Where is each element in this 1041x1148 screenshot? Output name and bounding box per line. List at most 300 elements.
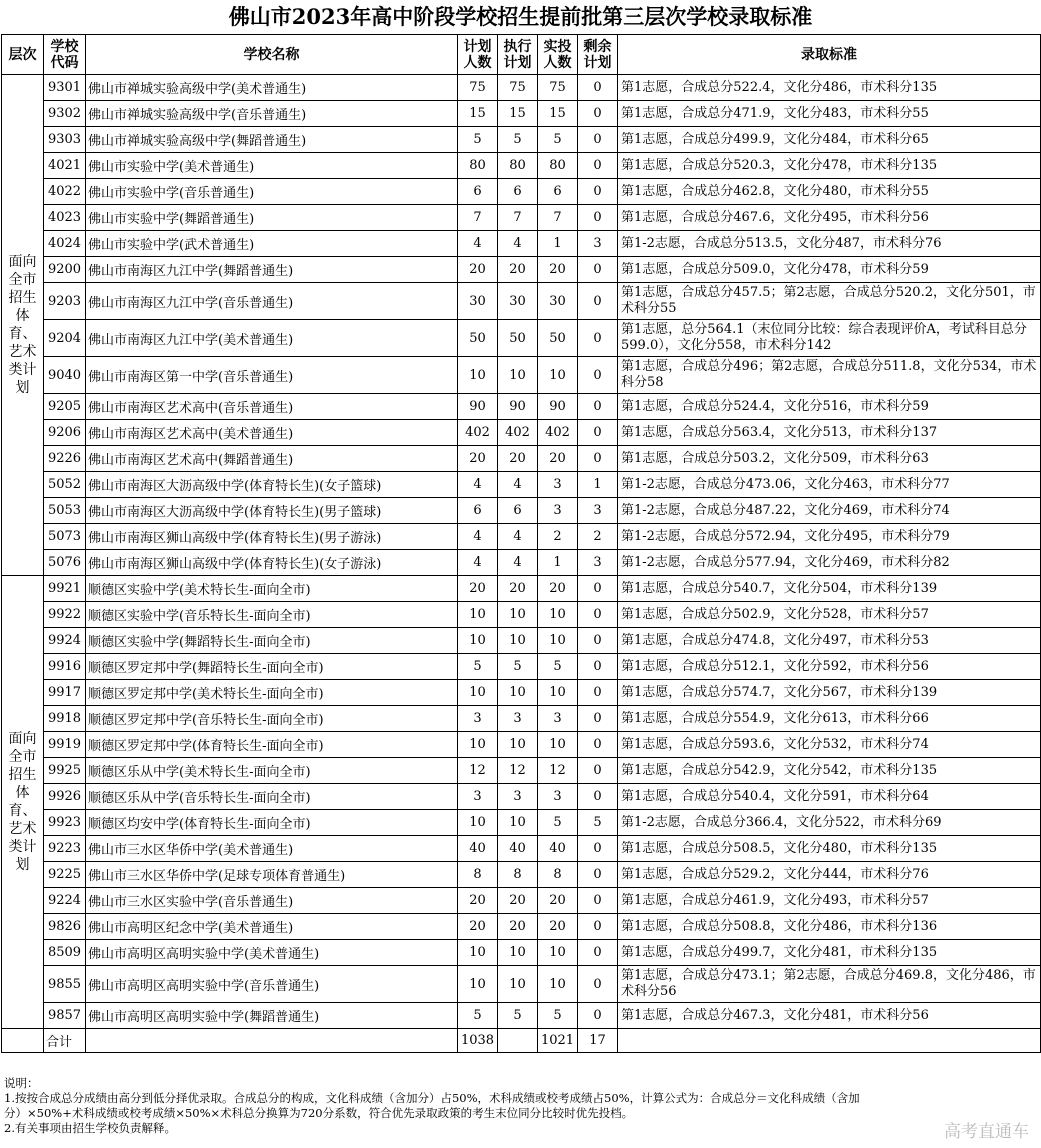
- actual-count-cell: 1: [538, 550, 578, 576]
- plan-count-cell: 4: [458, 472, 498, 498]
- plan-count-cell: 5: [458, 1003, 498, 1029]
- header-remain: 剩余计划: [578, 35, 618, 75]
- remain-plan-cell: 0: [578, 446, 618, 472]
- plan-count-cell: 10: [458, 680, 498, 706]
- table-row: [2, 101, 1041, 127]
- school-code-cell: 9225: [44, 862, 86, 888]
- criteria-cell: 第1志愿，合成总分574.7，文化分567，市术科分139: [618, 680, 1041, 706]
- plan-count-cell: 4: [458, 524, 498, 550]
- exec-plan-cell: 6: [498, 498, 538, 524]
- criteria-cell: 第1志愿，合成总分502.9，文化分528，市术科分57: [618, 602, 1041, 628]
- exec-plan-cell: 10: [498, 732, 538, 758]
- notes: [4, 1076, 1039, 1136]
- criteria-cell: 第1-2志愿，合成总分366.4，文化分522，市术科分69: [618, 810, 1041, 836]
- school-code-cell: 9925: [44, 758, 86, 784]
- exec-plan-cell: 20: [498, 576, 538, 602]
- remain-plan-cell: 5: [578, 810, 618, 836]
- table-row: [2, 498, 1041, 524]
- remain-plan-cell: 0: [578, 320, 618, 357]
- plan-count-cell: 10: [458, 628, 498, 654]
- school-code-cell: 9919: [44, 732, 86, 758]
- school-code-cell: 9200: [44, 257, 86, 283]
- total-blank-cell: [2, 1029, 44, 1053]
- exec-plan-cell: 7: [498, 205, 538, 231]
- table-row: [2, 680, 1041, 706]
- plan-count-cell: 20: [458, 576, 498, 602]
- table-row: [2, 888, 1041, 914]
- school-name-cell: 佛山市南海区大沥高级中学(体育特长生)(女子篮球): [86, 472, 458, 498]
- plan-count-cell: 4: [458, 550, 498, 576]
- actual-count-cell: 30: [538, 283, 578, 320]
- school-name-cell: 佛山市高明区高明实验中学(美术普通生): [86, 940, 458, 966]
- remain-plan-cell: 0: [578, 1003, 618, 1029]
- actual-count-cell: 20: [538, 446, 578, 472]
- criteria-cell: 第1-2志愿，合成总分473.06，文化分463，市术科分77: [618, 472, 1041, 498]
- remain-plan-cell: 0: [578, 602, 618, 628]
- exec-plan-cell: 10: [498, 628, 538, 654]
- table-row: [2, 127, 1041, 153]
- actual-count-cell: 10: [538, 628, 578, 654]
- exec-plan-cell: 4: [498, 524, 538, 550]
- criteria-cell: 第1-2志愿，合成总分577.94，文化分469，市术科分82: [618, 550, 1041, 576]
- school-name-cell: 佛山市南海区艺术高中(美术普通生): [86, 420, 458, 446]
- plan-count-cell: 3: [458, 784, 498, 810]
- table-row: [2, 257, 1041, 283]
- plan-count-cell: 10: [458, 940, 498, 966]
- table-row: [2, 810, 1041, 836]
- school-name-cell: 顺德区罗定邦中学(舞蹈特长生-面向全市): [86, 654, 458, 680]
- table-row: [2, 1003, 1041, 1029]
- exec-plan-cell: 90: [498, 394, 538, 420]
- remain-plan-cell: 0: [578, 758, 618, 784]
- criteria-cell: 第1志愿，合成总分467.6，文化分495，市术科分56: [618, 205, 1041, 231]
- plan-count-cell: 50: [458, 320, 498, 357]
- school-code-cell: 9926: [44, 784, 86, 810]
- criteria-cell: 第1-2志愿，合成总分487.22，文化分469，市术科分74: [618, 498, 1041, 524]
- notes-line: 1.按按合成总分成绩由高分到低分择优录取。合成总分的构成，文化科成绩（含加分）占50%，术科成绩或校考成绩占50%，计算公式为：合成总分＝文化科成绩（含加: [4, 1091, 860, 1105]
- remain-plan-cell: 3: [578, 231, 618, 257]
- actual-count-cell: 3: [538, 472, 578, 498]
- plan-count-cell: 5: [458, 654, 498, 680]
- criteria-cell: 第1志愿，合成总分508.8，文化分486，市术科分136: [618, 914, 1041, 940]
- plan-count-cell: 402: [458, 420, 498, 446]
- criteria-cell: 第1志愿，合成总分508.5，文化分480，市术科分135: [618, 836, 1041, 862]
- plan-count-cell: 10: [458, 810, 498, 836]
- table-row: [2, 205, 1041, 231]
- criteria-cell: 第1志愿，合成总分509.0，文化分478，市术科分59: [618, 257, 1041, 283]
- school-name-cell: 佛山市南海区艺术高中(音乐普通生): [86, 394, 458, 420]
- actual-count-cell: 3: [538, 498, 578, 524]
- criteria-cell: 第1志愿，合成总分540.7，文化分504，市术科分139: [618, 576, 1041, 602]
- actual-count-cell: 3: [538, 784, 578, 810]
- plan-count-cell: 8: [458, 862, 498, 888]
- school-code-cell: 9826: [44, 914, 86, 940]
- school-name-cell: 佛山市三水区实验中学(音乐普通生): [86, 888, 458, 914]
- table-row: [2, 914, 1041, 940]
- remain-plan-cell: 0: [578, 394, 618, 420]
- criteria-cell: 第1志愿，合成总分542.9，文化分542，市术科分135: [618, 758, 1041, 784]
- actual-count-cell: 10: [538, 966, 578, 1003]
- criteria-cell: 第1志愿，合成总分474.8，文化分497，市术科分53: [618, 628, 1041, 654]
- school-code-cell: 5052: [44, 472, 86, 498]
- actual-count-cell: 20: [538, 914, 578, 940]
- school-code-cell: 9857: [44, 1003, 86, 1029]
- exec-plan-cell: 4: [498, 472, 538, 498]
- table-row: [2, 784, 1041, 810]
- actual-count-cell: 3: [538, 706, 578, 732]
- plan-count-cell: 5: [458, 127, 498, 153]
- table-row: [2, 283, 1041, 320]
- plan-count-cell: 10: [458, 732, 498, 758]
- school-name-cell: 佛山市禅城实验高级中学(音乐普通生): [86, 101, 458, 127]
- school-name-cell: 佛山市高明区高明实验中学(舞蹈普通生): [86, 1003, 458, 1029]
- actual-count-cell: 20: [538, 888, 578, 914]
- remain-plan-cell: 0: [578, 357, 618, 394]
- exec-plan-cell: 20: [498, 257, 538, 283]
- exec-plan-cell: 50: [498, 320, 538, 357]
- criteria-cell: 第1-2志愿，合成总分572.94，文化分495，市术科分79: [618, 524, 1041, 550]
- school-code-cell: 9855: [44, 966, 86, 1003]
- criteria-cell: 第1-2志愿，合成总分513.5，文化分487，市术科分76: [618, 231, 1041, 257]
- table-row: [2, 231, 1041, 257]
- table-row: [2, 320, 1041, 357]
- school-name-cell: 佛山市高明区纪念中学(美术普通生): [86, 914, 458, 940]
- actual-count-cell: 8: [538, 862, 578, 888]
- school-code-cell: 4024: [44, 231, 86, 257]
- actual-count-cell: 20: [538, 576, 578, 602]
- plan-count-cell: 20: [458, 888, 498, 914]
- actual-count-cell: 10: [538, 602, 578, 628]
- criteria-cell: 第1志愿，合成总分461.9，文化分493，市术科分57: [618, 888, 1041, 914]
- actual-count-cell: 10: [538, 680, 578, 706]
- remain-plan-cell: 0: [578, 75, 618, 101]
- remain-plan-cell: 0: [578, 127, 618, 153]
- plan-count-cell: 10: [458, 966, 498, 1003]
- exec-plan-cell: 40: [498, 836, 538, 862]
- school-code-cell: 4022: [44, 179, 86, 205]
- plan-count-cell: 10: [458, 357, 498, 394]
- exec-plan-cell: 12: [498, 758, 538, 784]
- plan-count-cell: 80: [458, 153, 498, 179]
- remain-plan-cell: 0: [578, 101, 618, 127]
- school-name-cell: 佛山市南海区狮山高级中学(体育特长生)(女子游泳): [86, 550, 458, 576]
- school-code-cell: 9916: [44, 654, 86, 680]
- plan-count-cell: 4: [458, 231, 498, 257]
- exec-plan-cell: 20: [498, 446, 538, 472]
- exec-plan-cell: 10: [498, 966, 538, 1003]
- remain-plan-cell: 0: [578, 153, 618, 179]
- table-body: [2, 75, 1041, 1053]
- table-row: [2, 75, 1041, 101]
- plan-count-cell: 30: [458, 283, 498, 320]
- remain-plan-cell: 2: [578, 524, 618, 550]
- school-name-cell: 顺德区乐从中学(美术特长生-面向全市): [86, 758, 458, 784]
- remain-plan-cell: 0: [578, 628, 618, 654]
- criteria-cell: 第1志愿，合成总分563.4，文化分513，市术科分137: [618, 420, 1041, 446]
- header-row: [2, 35, 1041, 75]
- plan-count-cell: 90: [458, 394, 498, 420]
- exec-plan-cell: 20: [498, 914, 538, 940]
- school-code-cell: 9302: [44, 101, 86, 127]
- school-name-cell: 顺德区罗定邦中学(体育特长生-面向全市): [86, 732, 458, 758]
- table-row: [2, 966, 1041, 1003]
- header-plan: 计划人数: [458, 35, 498, 75]
- criteria-cell: 第1志愿，合成总分512.1，文化分592，市术科分56: [618, 654, 1041, 680]
- admission-table: [1, 34, 1041, 1053]
- header-actual: 实投人数: [538, 35, 578, 75]
- school-name-cell: 佛山市三水区华侨中学(足球专项体育普通生): [86, 862, 458, 888]
- school-code-cell: 9921: [44, 576, 86, 602]
- remain-plan-cell: 0: [578, 732, 618, 758]
- actual-count-cell: 20: [538, 257, 578, 283]
- school-name-cell: 佛山市禅城实验高级中学(舞蹈普通生): [86, 127, 458, 153]
- school-code-cell: 5053: [44, 498, 86, 524]
- actual-count-cell: 90: [538, 394, 578, 420]
- remain-plan-cell: 0: [578, 283, 618, 320]
- exec-plan-cell: 4: [498, 231, 538, 257]
- table-row: [2, 420, 1041, 446]
- criteria-cell: 第1志愿，合成总分529.2，文化分444，市术科分76: [618, 862, 1041, 888]
- actual-count-cell: 1: [538, 231, 578, 257]
- school-code-cell: 8509: [44, 940, 86, 966]
- actual-count-cell: 6: [538, 179, 578, 205]
- criteria-cell: 第1志愿，总分564.1（末位同分比较：综合表现评价A，考试科目总分599.0），文化分558，市术科分142: [618, 320, 1041, 357]
- criteria-cell: 第1志愿，合成总分462.8，文化分480，市术科分55: [618, 179, 1041, 205]
- actual-count-cell: 12: [538, 758, 578, 784]
- school-code-cell: 9924: [44, 628, 86, 654]
- notes-heading: 说明：: [4, 1076, 39, 1090]
- plan-count-cell: 20: [458, 257, 498, 283]
- criteria-cell: 第1志愿，合成总分467.3，文化分481，市术科分56: [618, 1003, 1041, 1029]
- total-actual-cell: 1021: [538, 1029, 578, 1053]
- exec-plan-cell: 10: [498, 810, 538, 836]
- header-level: 层次: [2, 35, 44, 75]
- remain-plan-cell: 0: [578, 205, 618, 231]
- criteria-cell: 第1志愿，合成总分503.2，文化分509，市术科分63: [618, 446, 1041, 472]
- actual-count-cell: 40: [538, 836, 578, 862]
- page-title: 佛山市2023年高中阶段学校招生提前批第三层次学校录取标准: [228, 4, 813, 29]
- watermark-text: 高考直通车: [944, 1122, 1029, 1142]
- criteria-cell: 第1志愿，合成总分554.9，文化分613，市术科分66: [618, 706, 1041, 732]
- criteria-cell: 第1志愿，合成总分473.1；第2志愿，合成总分469.8，文化分486，市术科分56: [618, 966, 1041, 1003]
- school-code-cell: 9205: [44, 394, 86, 420]
- remain-plan-cell: 0: [578, 706, 618, 732]
- remain-plan-cell: 0: [578, 420, 618, 446]
- school-name-cell: 佛山市南海区九江中学(美术普通生): [86, 320, 458, 357]
- plan-count-cell: 40: [458, 836, 498, 862]
- remain-plan-cell: 0: [578, 862, 618, 888]
- school-name-cell: 佛山市禅城实验高级中学(美术普通生): [86, 75, 458, 101]
- remain-plan-cell: 0: [578, 257, 618, 283]
- school-name-cell: 佛山市实验中学(美术普通生): [86, 153, 458, 179]
- plan-count-cell: 15: [458, 101, 498, 127]
- table-row: [2, 706, 1041, 732]
- school-name-cell: 佛山市南海区大沥高级中学(体育特长生)(男子篮球): [86, 498, 458, 524]
- school-code-cell: 5076: [44, 550, 86, 576]
- total-label-cell: 合计: [44, 1029, 86, 1053]
- table-row: [2, 550, 1041, 576]
- school-code-cell: 4021: [44, 153, 86, 179]
- school-name-cell: 佛山市南海区九江中学(音乐普通生): [86, 283, 458, 320]
- school-code-cell: 9923: [44, 810, 86, 836]
- exec-plan-cell: 5: [498, 1003, 538, 1029]
- school-name-cell: 顺德区罗定邦中学(美术特长生-面向全市): [86, 680, 458, 706]
- school-name-cell: 佛山市三水区华侨中学(美术普通生): [86, 836, 458, 862]
- school-name-cell: 佛山市实验中学(音乐普通生): [86, 179, 458, 205]
- school-name-cell: 顺德区实验中学(舞蹈特长生-面向全市): [86, 628, 458, 654]
- criteria-cell: 第1志愿，合成总分496；第2志愿，合成总分511.8，文化分534，市术科分58: [618, 357, 1041, 394]
- criteria-cell: 第1志愿，合成总分524.4，文化分516，市术科分59: [618, 394, 1041, 420]
- table-row: [2, 940, 1041, 966]
- total-row: [2, 1029, 1041, 1053]
- remain-plan-cell: 0: [578, 966, 618, 1003]
- remain-plan-cell: 0: [578, 784, 618, 810]
- table-row: [2, 153, 1041, 179]
- table-row: [2, 758, 1041, 784]
- table-row: [2, 836, 1041, 862]
- remain-plan-cell: 0: [578, 179, 618, 205]
- school-code-cell: 4023: [44, 205, 86, 231]
- actual-count-cell: 5: [538, 1003, 578, 1029]
- table-row: [2, 446, 1041, 472]
- exec-plan-cell: 8: [498, 862, 538, 888]
- school-name-cell: 佛山市南海区第一中学(音乐普通生): [86, 357, 458, 394]
- school-code-cell: 9223: [44, 836, 86, 862]
- header-code: 学校代码: [44, 35, 86, 75]
- header-exec: 执行计划: [498, 35, 538, 75]
- actual-count-cell: 5: [538, 654, 578, 680]
- school-name-cell: 佛山市实验中学(舞蹈普通生): [86, 205, 458, 231]
- criteria-cell: 第1志愿，合成总分520.3，文化分478，市术科分135: [618, 153, 1041, 179]
- school-name-cell: 顺德区罗定邦中学(音乐特长生-面向全市): [86, 706, 458, 732]
- school-code-cell: 9203: [44, 283, 86, 320]
- actual-count-cell: 15: [538, 101, 578, 127]
- total-blank-cell: [618, 1029, 1041, 1053]
- actual-count-cell: 75: [538, 75, 578, 101]
- exec-plan-cell: 20: [498, 888, 538, 914]
- remain-plan-cell: 0: [578, 836, 618, 862]
- exec-plan-cell: 3: [498, 706, 538, 732]
- school-name-cell: 顺德区均安中学(体育特长生-面向全市): [86, 810, 458, 836]
- criteria-cell: 第1志愿，合成总分499.7，文化分481，市术科分135: [618, 940, 1041, 966]
- criteria-cell: 第1志愿，合成总分593.6，文化分532，市术科分74: [618, 732, 1041, 758]
- criteria-cell: 第1志愿，合成总分471.9，文化分483，市术科分55: [618, 101, 1041, 127]
- table-row: [2, 524, 1041, 550]
- actual-count-cell: 5: [538, 127, 578, 153]
- school-code-cell: 9040: [44, 357, 86, 394]
- school-code-cell: 9226: [44, 446, 86, 472]
- school-code-cell: 9922: [44, 602, 86, 628]
- actual-count-cell: 402: [538, 420, 578, 446]
- table-row: [2, 628, 1041, 654]
- actual-count-cell: 2: [538, 524, 578, 550]
- exec-plan-cell: 6: [498, 179, 538, 205]
- plan-count-cell: 20: [458, 446, 498, 472]
- plan-count-cell: 12: [458, 758, 498, 784]
- exec-plan-cell: 10: [498, 940, 538, 966]
- notes-line: 2.有关事项由招生学校负责解释。: [4, 1121, 176, 1135]
- category-cell: 面向全市招生体育、艺术类计划: [2, 75, 44, 576]
- plan-count-cell: 75: [458, 75, 498, 101]
- school-name-cell: 佛山市南海区艺术高中(舞蹈普通生): [86, 446, 458, 472]
- criteria-cell: 第1志愿，合成总分499.9，文化分484，市术科分65: [618, 127, 1041, 153]
- exec-plan-cell: 3: [498, 784, 538, 810]
- school-code-cell: 9206: [44, 420, 86, 446]
- remain-plan-cell: 1: [578, 472, 618, 498]
- exec-plan-cell: 5: [498, 654, 538, 680]
- total-exec-cell: [498, 1029, 538, 1053]
- school-name-cell: 顺德区乐从中学(音乐特长生-面向全市): [86, 784, 458, 810]
- plan-count-cell: 7: [458, 205, 498, 231]
- total-plan-cell: 1038: [458, 1029, 498, 1053]
- exec-plan-cell: 10: [498, 357, 538, 394]
- remain-plan-cell: 0: [578, 940, 618, 966]
- exec-plan-cell: 80: [498, 153, 538, 179]
- exec-plan-cell: 75: [498, 75, 538, 101]
- school-name-cell: 佛山市实验中学(武术普通生): [86, 231, 458, 257]
- table-row: [2, 179, 1041, 205]
- actual-count-cell: 5: [538, 810, 578, 836]
- category-cell: 面向全市招生体育、艺术类计划: [2, 576, 44, 1029]
- table-row: [2, 862, 1041, 888]
- plan-count-cell: 10: [458, 602, 498, 628]
- table-row: [2, 602, 1041, 628]
- actual-count-cell: 10: [538, 732, 578, 758]
- school-code-cell: 9303: [44, 127, 86, 153]
- actual-count-cell: 10: [538, 357, 578, 394]
- criteria-cell: 第1志愿，合成总分457.5；第2志愿，合成总分520.2，文化分501，市术科分55: [618, 283, 1041, 320]
- total-remain-cell: 17: [578, 1029, 618, 1053]
- total-blank-cell: [86, 1029, 458, 1053]
- exec-plan-cell: 10: [498, 602, 538, 628]
- remain-plan-cell: 0: [578, 680, 618, 706]
- table-row: [2, 357, 1041, 394]
- school-code-cell: 9918: [44, 706, 86, 732]
- actual-count-cell: 50: [538, 320, 578, 357]
- plan-count-cell: 6: [458, 498, 498, 524]
- header-criteria: 录取标准: [618, 35, 1041, 75]
- school-code-cell: 9224: [44, 888, 86, 914]
- table-row: [2, 472, 1041, 498]
- school-name-cell: 佛山市高明区高明实验中学(音乐普通生): [86, 966, 458, 1003]
- exec-plan-cell: 402: [498, 420, 538, 446]
- school-code-cell: 5073: [44, 524, 86, 550]
- school-code-cell: 9301: [44, 75, 86, 101]
- criteria-cell: 第1志愿，合成总分522.4，文化分486，市术科分135: [618, 75, 1041, 101]
- school-code-cell: 9204: [44, 320, 86, 357]
- table-row: [2, 394, 1041, 420]
- remain-plan-cell: 3: [578, 550, 618, 576]
- table-row: [2, 732, 1041, 758]
- actual-count-cell: 7: [538, 205, 578, 231]
- table-row: [2, 576, 1041, 602]
- exec-plan-cell: 30: [498, 283, 538, 320]
- exec-plan-cell: 5: [498, 127, 538, 153]
- remain-plan-cell: 0: [578, 914, 618, 940]
- actual-count-cell: 80: [538, 153, 578, 179]
- actual-count-cell: 10: [538, 940, 578, 966]
- exec-plan-cell: 10: [498, 680, 538, 706]
- school-name-cell: 顺德区实验中学(音乐特长生-面向全市): [86, 602, 458, 628]
- exec-plan-cell: 15: [498, 101, 538, 127]
- plan-count-cell: 20: [458, 914, 498, 940]
- criteria-cell: 第1志愿，合成总分540.4，文化分591，市术科分64: [618, 784, 1041, 810]
- school-name-cell: 顺德区实验中学(美术特长生-面向全市): [86, 576, 458, 602]
- remain-plan-cell: 3: [578, 498, 618, 524]
- header-name: 学校名称: [86, 35, 458, 75]
- remain-plan-cell: 0: [578, 576, 618, 602]
- remain-plan-cell: 0: [578, 888, 618, 914]
